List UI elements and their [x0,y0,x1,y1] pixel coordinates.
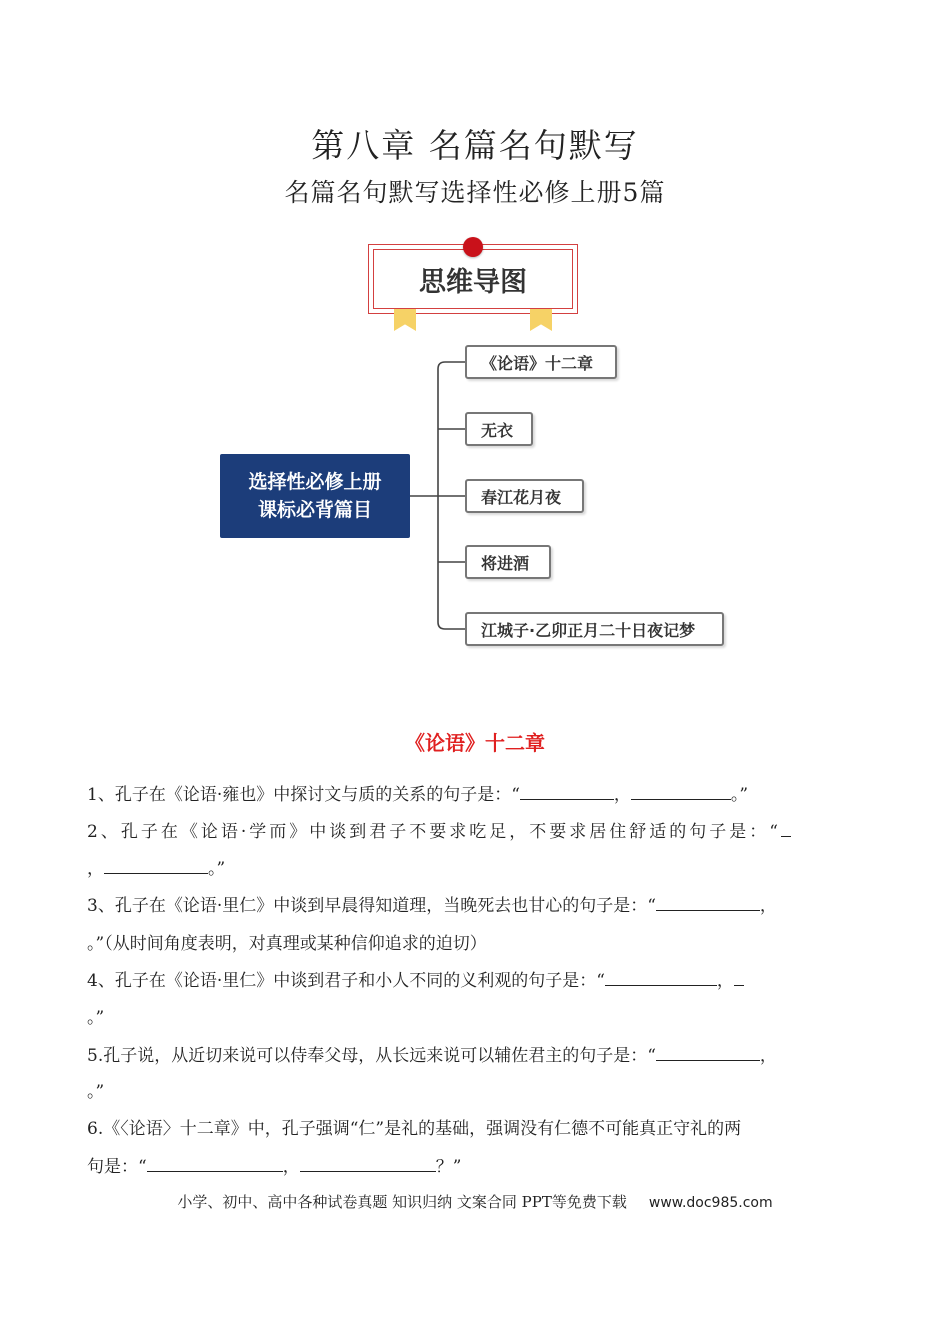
answer-blank [147,1154,283,1172]
question-note: 。”（从时间角度表明，对真理或某种信仰追求的迫切） [87,934,487,954]
question-3-cont [87,929,872,954]
question-2-cont [87,854,872,879]
closing: 。” [730,785,749,805]
branch-jiangjinjiu: 将进酒 [465,545,551,579]
separator: ， [87,859,104,879]
footer-url[interactable]: www.doc985.com [648,1195,773,1211]
question-4 [87,966,872,991]
answer-blank [734,968,744,986]
footer [0,1191,950,1212]
question-6 [87,1114,872,1139]
closing: ？” [435,1157,462,1177]
separator: ， [613,785,631,805]
answer-blank [605,968,717,986]
separator: ， [759,1046,777,1066]
closing: 。” [87,1008,105,1028]
banner-label: 思维导图 [373,249,573,309]
answer-blank [656,893,760,911]
branch-wuyi: 无衣 [465,412,533,446]
branch-lunyu: 《论语》十二章 [465,345,617,379]
pin-icon [463,237,483,257]
question-2 [87,817,872,842]
branch-jiangchengzi: 江城子·乙卯正月二十日夜记梦 [465,612,724,646]
question-text: 1、孔子在《论语·雍也》中探讨文与质的关系的句子是：“ [87,785,520,805]
answer-blank [781,819,791,837]
answer-blank [631,782,731,800]
answer-blank [656,1043,760,1061]
root-line-2: 课标必背篇目 [257,499,372,521]
question-1 [87,780,872,805]
chapter-title: 第八章 名篇名句默写 [311,126,639,165]
question-text: 5.孔子说，从近切来说可以侍奉父母，从长远来说可以辅佐君主的句子是：“ [87,1046,656,1066]
question-5 [87,1041,872,1066]
closing: 。” [208,859,226,879]
mind-map-root [220,454,410,538]
separator: ， [716,971,734,991]
question-3 [87,891,872,916]
branch-chunjiang: 春江花月夜 [465,479,584,513]
question-text: 4、孔子在《论语·里仁》中谈到君子和小人不同的义利观的句子是：“ [87,971,605,991]
section-heading: 《论语》十二章 [405,731,545,755]
question-text-cont: 句是：“ [87,1157,147,1177]
separator: ， [759,896,777,916]
question-5-cont [87,1077,872,1102]
question-4-cont [87,1003,872,1028]
question-text: 6.《〈论语〉十二章》中，孔子强调“仁”是礼的基础，强调没有仁德不可能真正守礼的两 [87,1119,742,1139]
closing: 。” [87,1082,105,1102]
question-6-cont [87,1152,872,1177]
root-line-1: 选择性必修上册 [248,471,382,493]
chapter-subtitle: 名篇名句默写选择性必修上册5篇 [284,178,666,207]
question-text: 3、孔子在《论语·里仁》中谈到早晨得知道理，当晚死去也甘心的句子是：“ [87,896,656,916]
question-text: 2、孔子在《论语·学而》中谈到君子不要求吃足，不要求居住舒适的句子是：“ [87,822,781,842]
answer-blank [300,1154,436,1172]
answer-blank [520,782,614,800]
answer-blank [104,856,208,874]
footer-text: 小学、初中、高中各种试卷真题 知识归纳 文案合同 PPT等免费下载 [177,1193,627,1211]
separator: ， [282,1157,300,1177]
